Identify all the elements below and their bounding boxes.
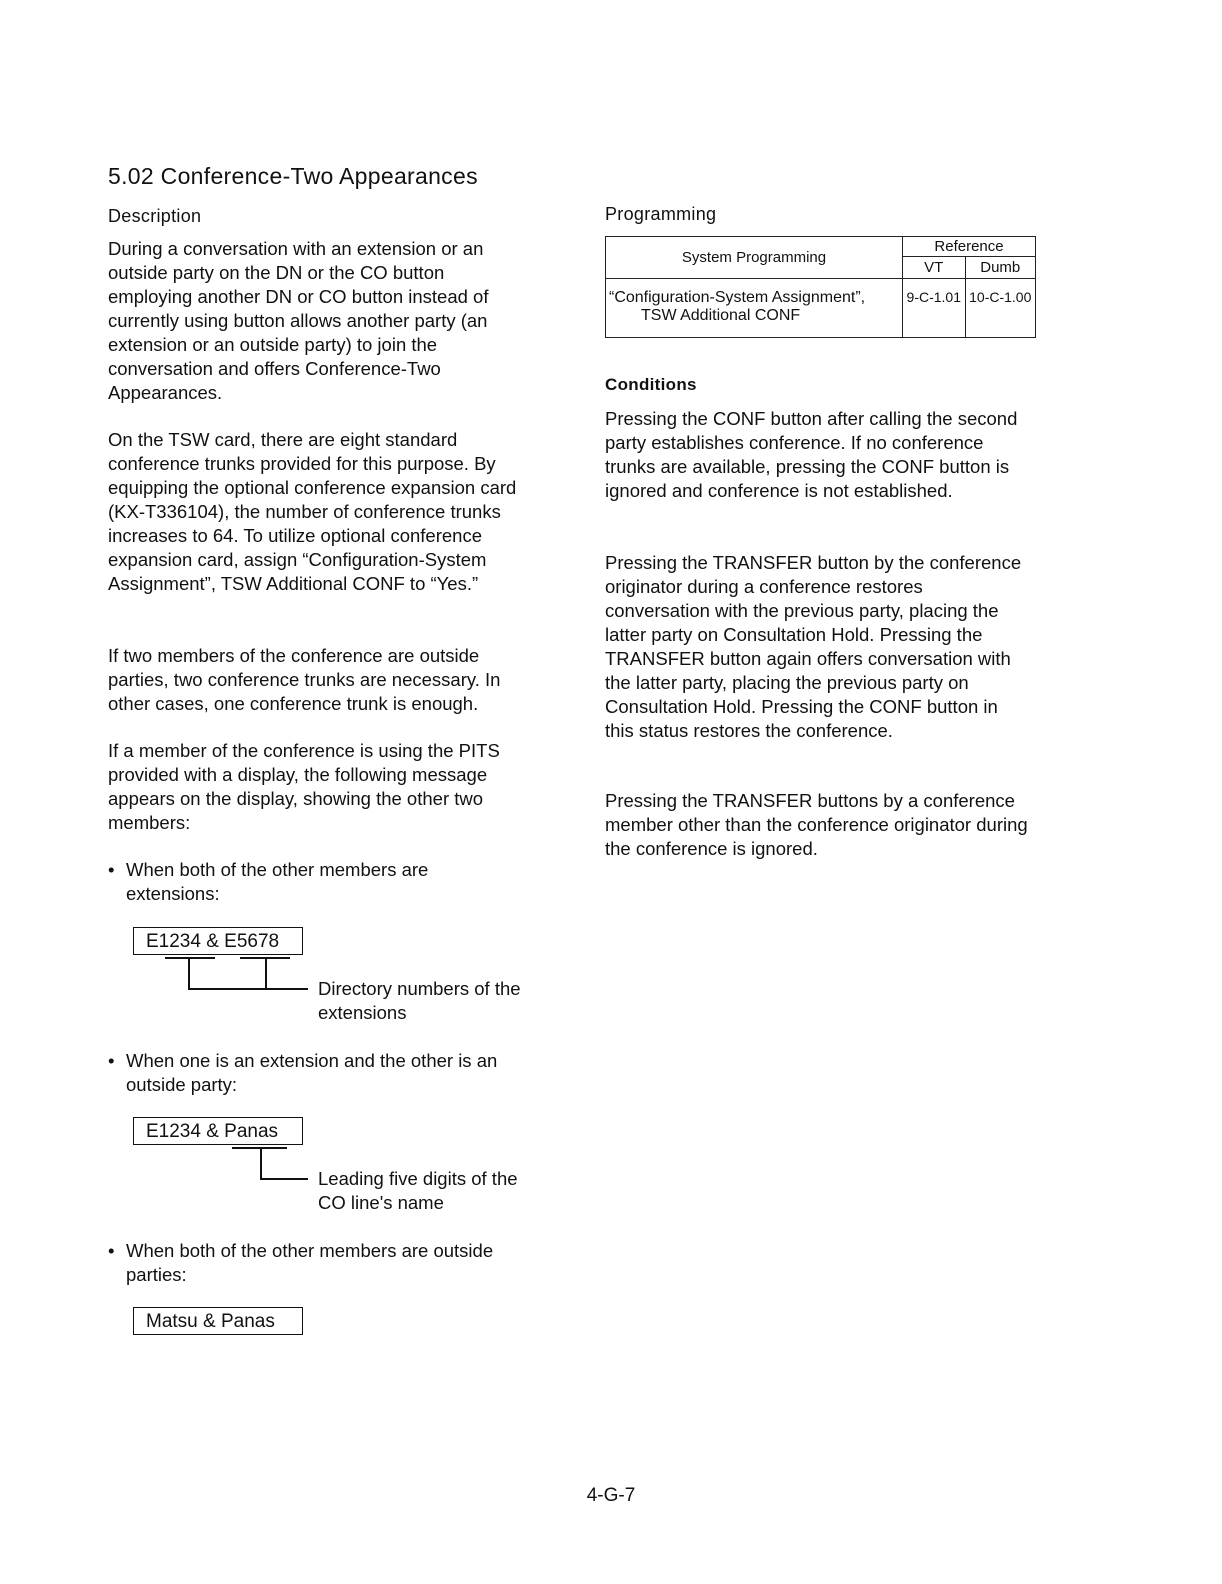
display-message-box: E1234 & Panas [133, 1117, 303, 1145]
conditions-paragraph: Pressing the TRANSFER button by the conference originator during a conference restores conversation with the previous party, placing the latter party on Consultation Hold. Pressing the TRANSFER button again offers conversation with the latter party, placing the previous party on Consultation Hold. Pressing the CONF button in this status restores the conference. [605, 552, 1022, 741]
conditions-paragraph: Pressing the TRANSFER buttons by a conference member other than the conference originator during the conference is ignored. [605, 790, 1028, 859]
display-note: Directory numbers of the extensions [318, 978, 521, 1023]
trunks-paragraph: If two members of the conference are outside parties, two conference trunks are necessary. In other cases, one conference trunk is enough. [108, 645, 501, 714]
conditions-paragraph: Pressing the CONF button after calling the second party establishes conference. If no conference trunks are available, pressing the CONF button is ignored and conference is not established. [605, 408, 1018, 501]
display-message-box: E1234 & E5678 [133, 927, 303, 955]
description-heading: Description [108, 206, 202, 226]
table-header: Dumb [965, 257, 1035, 279]
table-header: VT [903, 257, 966, 279]
bullet-item: • When both of the other members are outside parties: [108, 1239, 548, 1287]
programming-heading: Programming [605, 204, 717, 224]
bullet-item: • When one is an extension and the other is an outside party: [108, 1049, 548, 1097]
bullet-item: • When both of the other members are extensions: [108, 858, 468, 906]
table-cell: TSW Additional CONF [641, 307, 801, 324]
section-title: 5.02 Conference-Two Appearances [108, 163, 478, 189]
page-number: 4-G-7 [586, 1485, 636, 1506]
description-paragraph: During a conversation with an extension or an outside party on the DN or the CO button employing another DN or CO button instead of currently using button allows another party (an extension or an outside party) to join the conversation and offers Conference-Two Appearances. [108, 238, 489, 403]
table-header: System Programming [606, 237, 903, 279]
table-cell: “Configuration-System Assignment”, [609, 289, 866, 306]
conditions-heading: Conditions [605, 375, 697, 394]
display-paragraph: If a member of the conference is using the PITS provided with a display, the following message appears on the display, showing the other two members: [108, 740, 500, 833]
table-cell: 9-C-1.01 [903, 279, 966, 338]
display-message-box: Matsu & Panas [133, 1307, 303, 1335]
table-cell: 10-C-1.00 [965, 279, 1035, 338]
programming-table [605, 236, 1036, 338]
display-note: Leading five digits of the CO line's name [318, 1168, 518, 1213]
table-header: Reference [903, 237, 1036, 257]
tsw-paragraph: On the TSW card, there are eight standard conference trunks provided for this purpose. By equipping the optional conference expansion card (KX-T336104), the number of conference trunks increases to 64. To utilize optional conference expansion card, assign “Configuration-System Assignment”, TSW Additional CONF to “Yes.” [108, 429, 517, 594]
